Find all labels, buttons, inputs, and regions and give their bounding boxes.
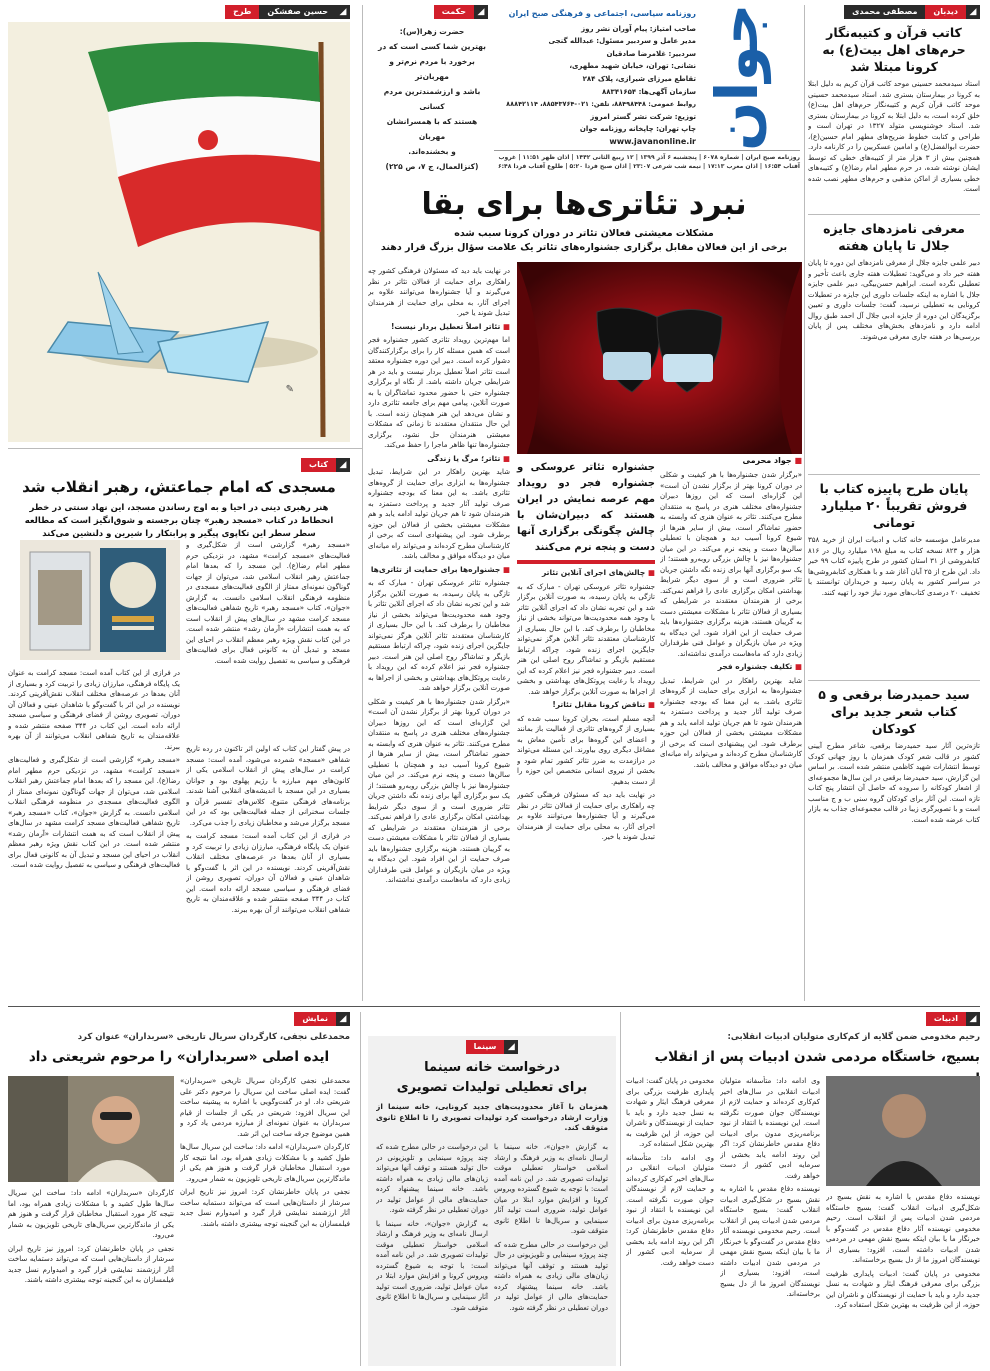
theatre-masks-image bbox=[517, 262, 802, 454]
col3-subhead-1: ■ تئاتر اصلاً تعطیل بردار نیست! bbox=[390, 321, 510, 331]
tv-col2 bbox=[8, 1188, 174, 1366]
masthead-line: سردبیر: غلامرضا صادقیان bbox=[606, 49, 696, 58]
side-p2: دبیر علمی جایزه جلال از معرفی نامزدهای این دوره تا پایان هفته خبر داد و می‌گوید: تعطیلات هفته جاری باعث تأخیر و تعطیلی نگرده است. ابراهیم حسن‌بیگی، دبیر علمی جایزه جلال با اشاره به اینکه جلسات داوری این جایزه در تعطیلات کرونایی به تعطیلی نرسید، گفت: جلسات داوری و تعیین برگزیدگان این دوره از جایزه ادبی جلال آل احمد طبق روال ادامه دارد و نامزدهای بخش‌های مختلف پس از پایان بررسی‌ها در هفته جاری معرفی می‌شوند. bbox=[808, 259, 980, 341]
literature-tag: ادبیات bbox=[926, 1012, 966, 1026]
arrow-icon: ◢ bbox=[966, 1012, 980, 1026]
col2-text-b: آنچه مسلم است، بحران کرونا سبب شده که بسیاری از گروه‌های تئاتری از فعالیت باز بمانند و اعضای این گروه‌ها برای تأمین معاش به مشاغل دیگری روی بیاورند. این مسئله می‌تواند در درازمدت به ضرر تئاتر کشور تمام شود و بخشی از نیروی انسانی متخصص این حوزه را از دست بدهیم. bbox=[517, 714, 655, 786]
book-col1 bbox=[186, 540, 350, 740]
side-kicker bbox=[808, 5, 980, 19]
book-subhead: هنر رهبری دینی در احیا و به اوج رساندن مسجد، این نهاد سنتی در خطر انحطاط در کتاب «مسجد رهبر» چنان برجسته و شوق‌انگیز است که مطالعه سطر سطر این تکاپوی پیگیر و پرابتکار را شیرین و دلنشین می‌کند bbox=[24, 503, 334, 539]
cinema-col1-text-b: این درخواست در حالی مطرح شده که چند پروژه سینمایی و تلویزیونی در حال تولید هستند و توقف آنها می‌تواند زیان‌های مالی زیادی به همراه داشته باشد. خانه سینما پیشنهاد کرده حمایت‌های مالی از عوامل تولید در دوران تعطیلی در نظر گرفته شود. bbox=[494, 1240, 608, 1312]
col3-text-b: شاید بهترین راهکار در این شرایط، تبدیل جشنواره‌ها به ابزاری برای حمایت از گروه‌های تئاتری باشد. به این معنا که بودجه جشنواره صرف تولید آثار جدید و پرداخت دستمزد به هنرمندان شود تا هم جریان تولید ادامه یابد و هم مشکلات معیشتی بخشی از فعالان این حوزه برطرف شود. این پیشنهادی است که برخی از کارشناسان مطرح کرده‌اند و می‌تواند راه میانه‌ای میان دو دیدگاه موافق و مخالف باشد. bbox=[368, 468, 510, 560]
book-tag: کتاب bbox=[301, 458, 336, 472]
tv-photo bbox=[8, 1076, 174, 1182]
col3-subhead-3-text: جشنواره‌ها برای حمایت از تئاتری‌ها bbox=[370, 564, 501, 574]
tv-col1-text-b: کارگردان «سربداران» ادامه داد: ساخت این سریال سال‌ها طول کشید و با مشکلات زیادی همراه بود، اما نتیجه کار مورد استقبال مخاطبان قرار گرفت و هنوز هم یکی از ماندگارترین سریال‌های تاریخی تلویزیون به شمار می‌رود. bbox=[180, 1143, 350, 1183]
col1-text: «برگزار شدن جشنواره‌ها با هر کیفیت و شکلی در دوران کرونا بهتر از برگزار نشدن آن است» این گزاره‌ای است که این روزها دبیران جشنواره‌های مختلف هنری در پاسخ به منتقدان مطرح می‌کنند. تئاتر به عنوان هنری که وابسته به حضور تماشاگر است، بیش از سایر هنرها از شیوع کرونا آسیب دید و همچنان با تعطیلی سالن‌ها دست و پنجه نرم می‌کند. در این میان جشنواره‌ها نیز با چالش بزرگی روبه‌رو هستند؛ از یک سو برگزاری آنها برای زنده نگه داشتن جریان تئاتر ضروری است و از سوی دیگر شرایط بهداشتی امکان برگزاری عادی را فراهم نمی‌کند. برخی از هنرمندان معتقدند در شرایطی که بسیاری از فعالان تئاتر با مشکلات معیشتی دست به گریبان هستند، هزینه برگزاری جشنواره‌ها باید صرف حمایت از این افراد شود. این دیدگاه به ویژه در میان بازیگران و عوامل فنی طرفداران زیادی دارد که ماه‌هاست درآمدی نداشته‌اند. bbox=[660, 471, 802, 658]
director-photo-icon bbox=[8, 1076, 174, 1182]
literature-kicker bbox=[626, 1012, 980, 1026]
cartoon-author: حسین صفشکن bbox=[259, 5, 336, 19]
side-p3: مدیرعامل مؤسسه خانه کتاب و ادبیات ایران از خرید ۳۵۸ هزار و ۸۲۳ نسخه کتاب به مبلغ ۱۹۸ میلیارد ریال در ۸۱۶ کتابفروشی از ۳۱ استان کشور در طرح پاییزه کتاب ۹۹ خبر داد. این طرح از ۲۵ آبان آغاز شد و با همکاری کتابفروشی‌ها در سراسر کشور به پایان رسید و خریداران توانستند با تخفیف ۲۰ درصدی کتاب‌های مورد نیاز خود را تهیه کنند. bbox=[808, 536, 980, 597]
col1-subhead-text: تکلیف جشنواره فجر bbox=[717, 662, 793, 671]
quote-line: برخورد با مردم نرم‌تر و مهربان‌تر bbox=[389, 57, 475, 81]
quote-tag: حکمت bbox=[434, 5, 474, 19]
arrow-icon: ◢ bbox=[966, 5, 980, 19]
side-p1: استاد سیدمحمد حسینی موحد کاتب قرآن کریم به دلیل ابتلا به کرونا در بیمارستان بستری شد. استاد سیدمحمد حسینی موحد کاتب قرآن کریم و کتیبه‌نگار حرم‌های اهل بیت(ع) خلق کرده است، به دلیل ابتلا به کرونا در بیمارستان بستری شد. استاد خوشنویسی متولد ۱۳۲۷ در تهران است و طراحی و کتابت خطوط ضریح‌های مطهر امام حسین(ع)، حضرت ابوالفضل(ع) و امامین عسکریین را در کارنامه دارد. همچنین بیش از ۳ هزار متر از کتیبه‌های خطی که توسط ایشان نوشته شده، در حرم مطهر امام رضا(ع) و کتیبه‌های خطی بسیاری از اماکن مذهبی و حرم‌های مطهر نصب شده است. bbox=[808, 80, 980, 193]
col3-subhead-1-text: تئاتر اصلاً تعطیل بردار نیست! bbox=[390, 321, 501, 331]
divider bbox=[808, 680, 980, 681]
column-rule bbox=[360, 1012, 361, 1366]
divider bbox=[808, 214, 980, 215]
masthead-line: صاحب امتیاز: پیام آوران نشر روز bbox=[581, 24, 696, 33]
byline-text: جواد محرمی bbox=[742, 456, 792, 465]
column-rule bbox=[620, 1012, 621, 1366]
divider bbox=[808, 474, 980, 475]
quote-line: هستند که با همسرانشان مهربان bbox=[386, 117, 478, 141]
book-cover-icon bbox=[20, 540, 180, 660]
flag-illustration-icon bbox=[8, 22, 350, 442]
col1-subhead: ■ تکلیف جشنواره فجر bbox=[717, 662, 802, 671]
side-story-1 bbox=[808, 24, 980, 229]
tv-tag: نمایش bbox=[294, 1012, 336, 1026]
cinema-kicker bbox=[462, 1040, 522, 1054]
literature-col1 bbox=[826, 1192, 980, 1366]
literature-col1-text: نویسنده دفاع مقدس با اشاره به نقش بسیج در شکل‌گیری ادبیات انقلاب گفت: بسیج خاستگاه مردمی شدن ادبیات پس از انقلاب است. رحیم مخدومی نویسنده آثار دفاع مقدس در گفت‌وگو با خبرنگار ما با بیان اینکه بسیج نقش مهمی در مردمی شدن ادبیات داشته است، افزود: بسیاری از نویسندگان امروز ما از دل بسیج برخاسته‌اند. bbox=[826, 1193, 980, 1264]
quote-line: بهترین شما کسی است که در bbox=[378, 42, 486, 51]
col3-subhead-3: ■ جشنواره‌ها برای حمایت از تئاتری‌ها bbox=[370, 564, 510, 574]
masthead-line: تقاطع میرزای شیرازی، پلاک ۲۸۴ bbox=[582, 74, 696, 83]
col2-text: جشنواره تئاتر عروسکی تهران - مبارک که به تازگی به پایان رسیده، به صورت آنلاین برگزار شد و این تجربه نشان داد که اجرای آنلاین تئاتر با وجود همه محدودیت‌ها می‌تواند بخشی از نیاز مخاطبان را برطرف کند. با این حال بسیاری از کارشناسان معتقدند تئاتر آنلاین هرگز نمی‌تواند جایگزین اجرای زنده شود، چراکه ارتباط مستقیم بازیگر و تماشاگر روح اصلی این هنر است. دبیر جشنواره فجر نیز اعلام کرده که این رویداد با رعایت پروتکل‌های بهداشتی و بخشی از اجراها به صورت آنلاین برگزار خواهد شد. bbox=[517, 582, 655, 696]
literature-col3-text-b: وی ادامه داد: متأسفانه متولیان ادبیات انقلابی در سال‌های اخیر کم‌کاری کرده‌اند و حمایت لازم از نویسندگان جوان صورت نگرفته است. این نویسنده با انتقاد از نبود برنامه‌ریزی مدون برای ادبیات دفاع مقدس خاطرنشان کرد: اگر این روند ادامه یابد بخشی از سرمایه ادبی کشور از دست خواهد رفت. bbox=[626, 1153, 714, 1267]
main-col3 bbox=[368, 266, 510, 960]
col2-subhead-1-text: چالش‌های اجرای آنلاین تئاتر bbox=[542, 568, 646, 577]
arrow-icon: ◢ bbox=[336, 5, 350, 19]
book-col3-text: در فرازی از این کتاب آمده است: مسجد کرامت به عنوان یک پایگاه فرهنگی، مبارزان زیادی را تربیت کرد و بسیاری از آنان بعدها در عرصه‌های مختلف انقلاب نقش‌آفرینی کردند. نویسنده در این اثر با گفت‌وگو با شاهدان عینی و فعالان آن دوران، تصویری روشن از فضای فرهنگی و سیاسی مسجد ارائه داده است. این کتاب در ۳۴۴ صفحه منتشر شده و علاقه‌مندان به تاریخ شفاهی انقلاب می‌توانند از آن بهره ببرند. bbox=[8, 669, 180, 751]
tv-col1-text: محمدعلی نجفی کارگردان سریال تاریخی «سربداران» گفت: ایده اصلی ساخت این سریال را مرحوم دکتر علی شریعتی داد. او در گفت‌وگویی با اشاره به پیشینه ساخت این سریال افزود: شریعتی در یکی از جلسات از قیام سربداران به عنوان نمونه‌ای از مبارزه مردمی یاد کرد و همین موضوع جرقه ساخت این اثر شد. bbox=[180, 1077, 350, 1138]
section-divider bbox=[8, 1006, 980, 1007]
col2-text-c: در نهایت باید دید که مسئولان فرهنگی کشور چه راهکاری برای حمایت از فعالان تئاتر در نظر می‌گیرند و آیا جشنواره‌ها می‌توانند علاوه بر اجرای آثار، به محلی برای حمایت از هنرمندان تبدیل شوند یا خیر. bbox=[517, 791, 655, 841]
arrow-icon: ◢ bbox=[336, 1012, 350, 1026]
masthead-line: توزیع: شرکت نشر گستر امروز bbox=[590, 112, 696, 121]
quote-kicker bbox=[376, 5, 488, 19]
col3-text-d: «برگزار شدن جشنواره‌ها با هر کیفیت و شکلی در دوران کرونا بهتر از برگزار نشدن آن است» این گزاره‌ای است که این روزها دبیران جشنواره‌های مختلف هنری در پاسخ به منتقدان مطرح می‌کنند. تئاتر به عنوان هنری که وابسته به حضور تماشاگر است، بیش از سایر هنرها از شیوع کرونا آسیب دید و همچنان با تعطیلی سالن‌ها دست و پنجه نرم می‌کند. در این میان جشنواره‌ها نیز با چالش بزرگی روبه‌رو هستند؛ از یک سو برگزاری آنها برای زنده نگه داشتن جریان تئاتر ضروری است و از سوی دیگر شرایط بهداشتی امکان برگزاری عادی را فراهم نمی‌کند. برخی از هنرمندان معتقدند در شرایطی که بسیاری از فعالان تئاتر با مشکلات معیشتی دست به گریبان هستند، هزینه برگزاری جشنواره‌ها باید صرف حمایت از این افراد شود. این دیدگاه به ویژه در میان بازیگران و عوامل فنی طرفداران زیادی دارد که ماه‌هاست درآمدی نداشته‌اند. bbox=[368, 697, 510, 884]
book-kicker bbox=[8, 458, 350, 472]
cinema-col1 bbox=[494, 1142, 608, 1362]
main-subhead-1: مشکلات معیشتی فعالان تئاتر در دوران کرونا سبب شده bbox=[454, 228, 714, 239]
quote-line: حضرت زهرا(س): bbox=[399, 27, 465, 36]
cartoon-image bbox=[8, 22, 350, 442]
masthead-tagline: روزنامه سیاسی، اجتماعی و فرهنگی صبح ایران bbox=[508, 9, 696, 18]
dateline: روزنامه صبح ایران | شماره ۶۰۷۸ | پنجشنبه ۶ آذر ۱۳۹۹ | ۱۲ ربیع الثانی ۱۴۴۲ | اذان ظهر ۱۱:۵۱ | غروب آفتاب ۱۶:۵۴ | اذان مغرب ۱۷:۱۳ | نیمه شب شرعی ۲۳:۰۷ | اذان صبح فردا ۵:۲۰ | طلوع آفتاب فردا ۶:۴۸ bbox=[494, 150, 800, 180]
main-lead: جشنواره تئاتر عروسکی و جشنواره فجر دو رویداد مهم عرصه نمایش در ایران هستند که دبیران‌شان با چالش چگونگی برگزاری آنها دست و پنجه نرم می‌کنند bbox=[517, 462, 655, 553]
divider bbox=[8, 448, 362, 449]
tv-supertitle: محمدعلی نجفی، کارگردان سریال تاریخی «سربداران» عنوان کرد bbox=[77, 1032, 350, 1042]
col1-text-b: شاید بهترین راهکار در این شرایط، تبدیل جشنواره‌ها به ابزاری برای حمایت از گروه‌های تئاتری باشد. به این معنا که بودجه جشنواره صرف تولید آثار جدید و پرداخت دستمزد به هنرمندان شود تا هم جریان تولید ادامه یابد و هم مشکلات معیشتی بخشی از فعالان این حوزه برطرف شود. این پیشنهادی است که برخی از کارشناسان مطرح کرده‌اند و می‌تواند راه میانه‌ای میان دو دیدگاه موافق و مخالف باشد. bbox=[660, 676, 802, 769]
side-p4: تازه‌ترین آثار سید حمیدرضا برقعی، شاعر مطرح آیینی کشور در قالب شعر کودک همزمان با روز جهانی کودک توسط انتشارات شهید کاظمی منتشر شده است. بر اساس این گزارش، سید حمیدرضا برقعی در این سال‌ها مجموعه‌ای از اشعار کودکانه را سروده که حاصل آن انتشار پنج کتاب تازه است. این آثار برای کودکان گروه سنی ب و ج مناسب است و با تصویرگری زیبا در قالب مجموعه‌ای جذاب به بازار کتاب عرضه شده است. bbox=[808, 742, 980, 824]
side-story-3 bbox=[808, 480, 980, 695]
book-col2-text-b: در فرازی از این کتاب آمده است: مسجد کرامت به عنوان یک پایگاه فرهنگی، مبارزان زیادی را تربیت کرد و بسیاری از آنان بعدها در عرصه‌های مختلف انقلاب نقش‌آفرینی کردند. نویسنده در این اثر با گفت‌وگو با شاهدان عینی و فعالان آن دوران، تصویری روشن از فضای فرهنگی و سیاسی مسجد ارائه داده است. این کتاب در ۳۴۴ صفحه منتشر شده و علاقه‌مندان به تاریخ شفاهی انقلاب می‌توانند از آن بهره ببرند. bbox=[186, 832, 350, 914]
tv-col1 bbox=[180, 1076, 350, 1366]
masthead-line: سازمان آگهی‌ها: ۸۸۳۴۱۶۵۴ bbox=[602, 87, 696, 96]
book-col3 bbox=[8, 668, 180, 996]
cinema-col1-text: به گزارش «جوان»، خانه سینما با ارسال نامه‌ای به وزیر فرهنگ و ارشاد اسلامی خواستار تعطیلی موقت تولیدات تصویری شد. در این نامه آمده است: با توجه به شیوع گسترده ویروس کرونا و افزایش موارد ابتلا در میان عوامل تولید، ضروری است تولید آثار سینمایی و سریال‌ها تا اطلاع ثانوی متوقف شود. bbox=[494, 1143, 608, 1235]
column-rule bbox=[362, 5, 363, 1001]
col3-subhead-2-text: تئاتر؛ مرگ یا زندگی bbox=[427, 453, 501, 463]
theatre-masks-icon bbox=[517, 262, 802, 454]
literature-supertitle: رحیم مخدومی ضمن گلایه از کم‌کاری متولیان ادبیات انقلابی: bbox=[727, 1032, 980, 1042]
literature-col2-text-b: نویسنده دفاع مقدس با اشاره به نقش بسیج در شکل‌گیری ادبیات انقلاب گفت: بسیج خاستگاه مردمی شدن ادبیات پس از انقلاب است. رحیم مخدومی نویسنده آثار دفاع مقدس در گفت‌وگو با خبرنگار ما با بیان اینکه بسیج نقش مهمی در مردمی شدن ادبیات داشته است، افزود: بسیاری از نویسندگان امروز ما از دل بسیج برخاسته‌اند. bbox=[720, 1185, 820, 1298]
col2-subhead-2: ■ تناقض کرونا مقابل تئاتر! bbox=[552, 700, 655, 709]
main-col2 bbox=[517, 568, 655, 960]
column-rule bbox=[804, 5, 805, 1001]
tv-kicker bbox=[8, 1012, 350, 1026]
literature-col1-text-b: مخدومی در پایان گفت: ادبیات پایداری ظرفیت بزرگی برای معرفی فرهنگ ایثار و شهادت به نسل جدید دارد و باید با حمایت از نویسندگان و ناشران این حوزه، از این ظرفیت به بهترین شکل استفاده کرد. bbox=[826, 1269, 980, 1309]
masthead-info bbox=[494, 8, 696, 170]
side-story-4 bbox=[808, 686, 980, 1011]
portrait-icon bbox=[826, 1076, 980, 1186]
cinema-col2-text-b: به گزارش «جوان»، خانه سینما با ارسال نامه‌ای به وزیر فرهنگ و ارشاد اسلامی خواستار تعطیلی موقت تولیدات تصویری شد. در این نامه آمده است: با توجه به شیوع گسترده ویروس کرونا و افزایش موارد ابتلا در میان عوامل تولید، ضروری است تولید آثار سینمایی و سریال‌ها تا اطلاع ثانوی متوقف شود. bbox=[376, 1219, 488, 1312]
masthead-line: روابط عمومی: ۸۸۴۹۸۴۴۸، تلفن: ۰۲۱-۸۸۵۴۳۷۶۴، ۸۸۸۴۲۱۱۴ bbox=[506, 100, 696, 109]
tv-col2-text: کارگردان «سربداران» ادامه داد: ساخت این سریال سال‌ها طول کشید و با مشکلات زیادی همراه بود، اما نتیجه کار مورد استقبال مخاطبان قرار گرفت و هنوز هم یکی از ماندگارترین سریال‌های تاریخی تلویزیون به شمار می‌رود. bbox=[8, 1189, 174, 1239]
arrow-icon: ◢ bbox=[504, 1040, 518, 1054]
side-author: مصطفی محمدی bbox=[844, 5, 925, 19]
cartoon-tag: طرح bbox=[225, 5, 259, 19]
cinema-headline-1: درخواست خانه سینما bbox=[424, 1060, 560, 1075]
quote-box bbox=[376, 24, 488, 184]
cinema-lead: همزمان با آغاز محدودیت‌های جدید کرونایی، خانه سینما از وزارت ارشاد درخواست کرد تولیدات تصویری را تا اطلاع ثانوی متوقف کند. bbox=[376, 1102, 608, 1132]
literature-col3 bbox=[626, 1076, 714, 1366]
masthead-line: نشانی: تهران، خیابان شهید مطهری، bbox=[569, 62, 696, 71]
masthead-url[interactable]: www.javanonline.ir bbox=[609, 136, 696, 146]
quote-line: و بخشنده‌اند. bbox=[408, 147, 456, 156]
literature-col3-text: مخدومی در پایان گفت: ادبیات پایداری ظرفیت بزرگی برای معرفی فرهنگ ایثار و شهادت به نسل جدید دارد و باید با حمایت از نویسندگان و ناشران این حوزه، از این ظرفیت به بهترین شکل استفاده کرد. bbox=[626, 1077, 714, 1148]
side-h2: معرفی نامزدهای جایزه جلال تا پایان هفته bbox=[823, 221, 965, 253]
col3-intro: در نهایت باید دید که مسئولان فرهنگی کشور چه راهکاری برای حمایت از فعالان تئاتر در نظر می‌گیرند و آیا جشنواره‌ها می‌توانند علاوه بر اجرای آثار، به محلی برای حمایت از هنرمندان تبدیل شوند یا خیر. bbox=[368, 267, 510, 317]
book-col2 bbox=[186, 744, 350, 996]
book-col2-text: در پیش گفتار این کتاب که اولین اثر تاکنون در رده تاریخ شفاهی «مسجد» شمرده می‌شود، آمده است: مسجد کرامت در سال‌های پیش از انقلاب اسلامی یکی از کانون‌های مهم مبارزه با رژیم پهلوی بود و جوانان بسیاری در این مسجد با اندیشه‌های انقلابی آشنا شدند. برنامه‌های فرهنگی متنوع، کلاس‌های تفسیر قرآن و جلسات سخنرانی از جمله فعالیت‌هایی بود که در این مسجد برگزار می‌شد و مخاطبان زیادی را جذب می‌کرد. bbox=[186, 745, 350, 827]
tv-headline: ایده اصلی «سربداران» را مرحوم شریعتی داد bbox=[28, 1049, 330, 1065]
col3-text-c: جشنواره تئاتر عروسکی تهران - مبارک که به تازگی به پایان رسیده، به صورت آنلاین برگزار شد و این تجربه نشان داد که اجرای آنلاین تئاتر با وجود همه محدودیت‌ها می‌تواند بخشی از نیاز مخاطبان را برطرف کند. با این حال بسیاری از کارشناسان معتقدند تئاتر آنلاین هرگز نمی‌تواند جایگزین اجرای زنده شود، چراکه ارتباط مستقیم بازیگر و تماشاگر روح اصلی این هنر است. دبیر جشنواره فجر نیز اعلام کرده که این رویداد با رعایت پروتکل‌های بهداشتی و بخشی از اجراها به صورت آنلاین برگزار خواهد شد. bbox=[368, 579, 510, 692]
book-col3-text-b: «مسجد رهبر» گزارشی است از شکل‌گیری و فعالیت‌های «مسجد کرامت» مشهد، در نزدیکی حرم مطهر امام رضا(ع). این مسجد را که بعدها امام جماعتش رهبر انقلاب اسلامی شد، می‌توان از جهات گوناگون نمونه‌ای ممتاز از الگوی فعالیت‌های مسجدی در منظومه فرهنگی انقلاب اسلامی دانست. به گزارش «جوان»، کتاب «مسجد رهبر» تاریخ شفاهی فعالیت‌های مسجد کرامت مشهد در سال‌های پیش از انقلاب است که به همت انتشارات «آرمان رشد» منتشر شده است. در این کتاب نقش ویژه رهبر معظم انقلاب در احیای این مسجد و تبدیل آن به کانونی فعال برای فعالیت‌های فرهنگی و سیاسی به تفصیل روایت شده است. bbox=[8, 756, 180, 869]
book-headline: مسجدی که امام جماعتش، رهبر انقلاب شد bbox=[22, 478, 336, 496]
cartoon-kicker bbox=[8, 5, 350, 19]
side-story-2 bbox=[808, 220, 980, 476]
col3-text: اما مهم‌ترین رویداد تئاتری کشور جشنواره فجر است که همین مسئله کار را برای برگزارکنندگان دشوار کرده است. دبیر این دوره جشنواره معتقد است تئاتر اصلاً تعطیل بردار نیست و باید در هر شرایطی جریان داشته باشد. از نگاه او برگزاری جشنواره حتی با حضور محدود تماشاگران یا به صورت آنلاین، پیامی مهم برای جامعه تئاتری دارد و نشان می‌دهد این هنر همچنان زنده است. با این حال منتقدان معتقدند تا زمانی که مشکلات معیشتی هنرمندان حل نشود، برگزاری جشنواره‌ها تنها ظاهر ماجرا را حفظ می‌کند. bbox=[368, 336, 510, 449]
main-subhead-2: برخی از این فعالان مقابل برگزاری جشنواره‌های تئاتر یک علامت سؤال بزرگ قرار دهند bbox=[380, 242, 788, 253]
col2-subhead-1: ■ چالش‌های اجرای آنلاین تئاتر bbox=[542, 568, 655, 577]
main-col1 bbox=[660, 470, 802, 960]
cinema-tag: سینما bbox=[466, 1040, 505, 1054]
lead-underline bbox=[517, 560, 655, 564]
literature-col2 bbox=[720, 1076, 820, 1366]
side-h4: سید حمیدرضا برقعی و ۵ کتاب شعر جدید برای کودکان bbox=[818, 687, 970, 736]
side-h3: پایان طرح پاییزه کتاب با فروش تقریباً ۲۰ میلیارد تومانی bbox=[819, 481, 969, 530]
cinema-col2-text: این درخواست در حالی مطرح شده که چند پروژه سینمایی و تلویزیونی در حال تولید هستند و توقف آنها می‌تواند زیان‌های مالی زیادی به همراه داشته باشد. خانه سینما پیشنهاد کرده حمایت‌های مالی از عوامل تولید در دوران تعطیلی در نظر گرفته شود. bbox=[376, 1143, 488, 1214]
masthead-line: چاپ تهران: چاپخانه روزنامه جوان bbox=[579, 125, 696, 134]
tv-col2-text-b: نجفی در پایان خاطرنشان کرد: امروز نیز تاریخ ایران سرشار از داستان‌هایی است که می‌تواند دستمایه ساخت آثار ارزشمند نمایشی قرار گیرد و امیدوارم نسل جدید فیلمسازان به این گنجینه توجه بیشتری داشته باشند. bbox=[8, 1244, 174, 1284]
col2-subhead-2-text: تناقض کرونا مقابل تئاتر! bbox=[552, 700, 646, 709]
masthead-logo: جوان bbox=[703, 3, 771, 151]
cinema-col2 bbox=[376, 1142, 488, 1362]
side-tag: دیدبان bbox=[925, 5, 966, 19]
book-col1-text: «مسجد رهبر» گزارشی است از شکل‌گیری و فعالیت‌های «مسجد کرامت» مشهد، در نزدیکی حرم مطهر امام رضا(ع). این مسجد را که بعدها امام جماعتش رهبر انقلاب اسلامی شد، می‌توان از جهات گوناگون نمونه‌ای ممتاز از الگوی فعالیت‌های مسجدی در منظومه فرهنگی انقلاب اسلامی دانست. به گزارش «جوان»، کتاب «مسجد رهبر» تاریخ شفاهی فعالیت‌های مسجد کرامت مشهد در سال‌های پیش از انقلاب است که به همت انتشارات «آرمان رشد» منتشر شده است. در این کتاب نقش ویژه رهبر معظم انقلاب در احیای این مسجد و تبدیل آن به کانونی فعال برای فعالیت‌های فرهنگی و سیاسی به تفصیل روایت شده است. bbox=[186, 541, 350, 665]
main-headline: نبرد تئاتری‌ها برای بقا bbox=[421, 187, 747, 222]
svg-text:✎: ✎ bbox=[285, 384, 294, 395]
literature-portrait bbox=[826, 1076, 980, 1186]
quote-line: باشد و ارزشمندترین مردم کسانی bbox=[383, 87, 481, 111]
arrow-icon: ◢ bbox=[336, 458, 350, 472]
literature-col2-text: وی ادامه داد: متأسفانه متولیان ادبیات انقلابی در سال‌های اخیر کم‌کاری کرده‌اند و حمایت لازم از نویسندگان جوان صورت نگرفته است. این نویسنده با انتقاد از نبود برنامه‌ریزی مدون برای ادبیات دفاع مقدس خاطرنشان کرد: اگر این روند ادامه یابد بخشی از سرمایه ادبی کشور از دست خواهد رفت. bbox=[720, 1077, 820, 1180]
book-cover-image bbox=[20, 540, 180, 660]
tv-col1-text-c: نجفی در پایان خاطرنشان کرد: امروز نیز تاریخ ایران سرشار از داستان‌هایی است که می‌تواند دستمایه ساخت آثار ارزشمند نمایشی قرار گیرد و امیدوارم نسل جدید فیلمسازان به این گنجینه توجه بیشتری داشته باشند. bbox=[180, 1188, 350, 1228]
masthead-line: مدیر عامل و سردبیر مسئول: عبدالله گنجی bbox=[548, 37, 696, 46]
main-byline: ■ جواد محرمی bbox=[742, 456, 802, 465]
arrow-icon: ◢ bbox=[474, 5, 488, 19]
side-h1: کاتب قرآن و کتیبه‌نگار حرم‌های اهل بیت(ع) به کرونا مبتلا شد bbox=[822, 25, 966, 74]
literature-headline: بسیج، خاستگاه مردمی شدن ادبیات پس از انقلاب bbox=[654, 1049, 980, 1065]
col3-subhead-2: ■ تئاتر؛ مرگ یا زندگی bbox=[427, 453, 510, 463]
quote-line: (کنزالعمال، ج ۷، ص ۲۲۵) bbox=[385, 162, 479, 171]
cinema-headline-2: برای تعطیلی تولیدات تصویری bbox=[396, 1080, 588, 1095]
